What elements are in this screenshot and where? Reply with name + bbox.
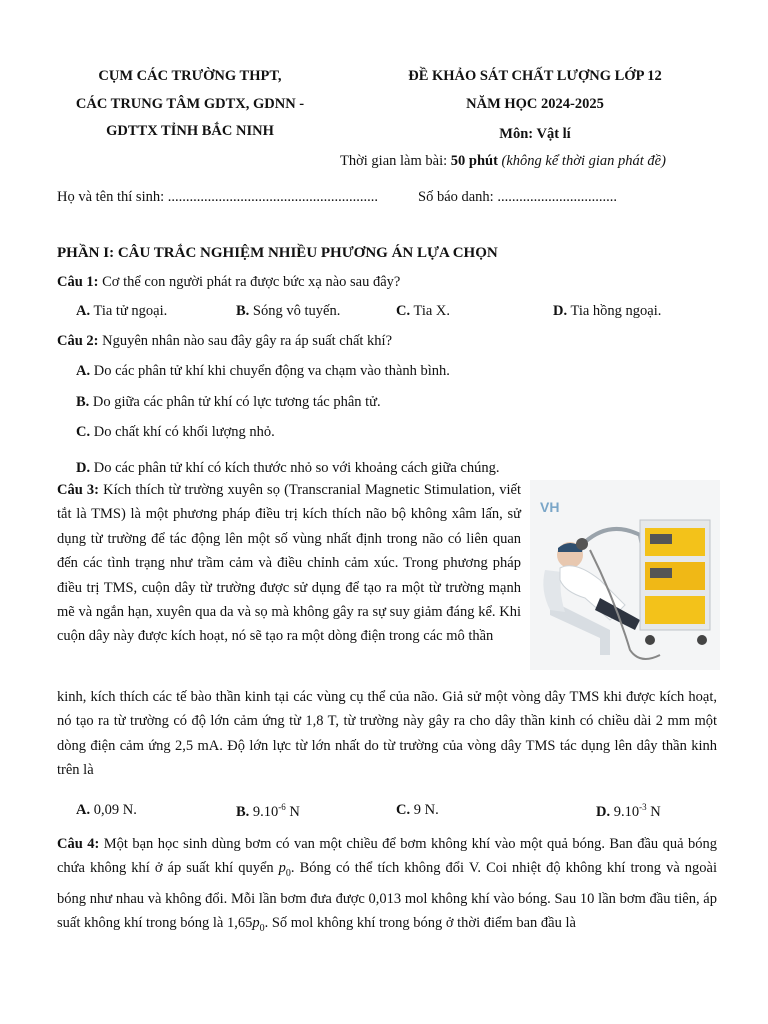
exam-title: ĐỀ KHẢO SÁT CHẤT LƯỢNG LỚP 12	[408, 68, 662, 84]
q3-option-c	[396, 802, 439, 819]
q2-d-text: Do các phân tử khí có kích thước nhỏ so với khoảng cách giữa chúng.	[90, 460, 500, 476]
q1-c-text: Tia X.	[410, 303, 451, 319]
question-2	[57, 333, 392, 350]
school-name-line1: CỤM CÁC TRƯỜNG THPT,	[98, 68, 282, 84]
q4-text3: . Số mol không khí trong bóng ở thời điểm ban đầu là	[264, 915, 576, 932]
q3-b-unit: N	[285, 803, 300, 820]
q3-d-label: D.	[596, 803, 611, 820]
q1-d-label: D.	[553, 303, 568, 319]
duration-value: 50 phút	[450, 153, 498, 169]
q2-option-c	[76, 424, 275, 441]
section-title: PHẦN I: CÂU TRẮC NGHIỆM NHIỀU PHƯƠNG ÁN LỰA CHỌN	[57, 245, 498, 261]
q2-text: Nguyên nhân nào sau đây gây ra áp suất chất khí?	[98, 333, 393, 349]
q2-b-label: B.	[76, 394, 90, 410]
q3-a-text: 0,09 N.	[90, 802, 137, 818]
q2-c-text: Do chất khí có khối lượng nhỏ.	[90, 424, 275, 440]
q1-option-b	[236, 303, 340, 320]
q4-p0-subscript-2: 0	[259, 923, 265, 934]
subject: Môn: Vật lí	[499, 126, 571, 142]
q4-p0-subscript: 0	[285, 868, 291, 880]
q3-d-exponent: -3	[639, 802, 647, 812]
tms-logo: VH	[540, 499, 560, 515]
q3-d-base: 9.10	[610, 803, 640, 820]
student-name-field: Họ và tên thí sinh: ..........................................................	[57, 189, 379, 205]
tms-therapy-photo	[530, 480, 720, 670]
question-1	[57, 274, 400, 291]
q3-text-part1: Kích thích từ trường xuyên sọ (Transcranial Magnetic Stimulation, viết tắt là TMS) là một phương pháp điều trị kích thích não bộ không xâm lấn, sử dụng từ trường để tác động lên một số vùng nhất định trong não có liên quan đến các tình trạng như trầm cảm và điều chỉnh cảm xúc. Trong phương pháp điều trị TMS, cuộn dây từ trường được sử dụng để tạo ra một từ trường mạnh mẽ và ngắn hạn, xuyên qua da và sọ mà không gây ra sự suy giảm đáng kể. Khi cuộn dây này được kích hoạt, nó sẽ tạo ra một dòng điện trong các mô thần	[57, 482, 521, 645]
question-4	[57, 832, 717, 941]
q1-c-label: C.	[396, 303, 411, 319]
q1-option-d	[553, 303, 661, 320]
q3-a-label: A.	[76, 802, 91, 818]
q2-option-b	[76, 394, 381, 411]
q1-option-c	[396, 303, 450, 320]
q1-b-text: Sóng vô tuyến.	[249, 303, 341, 319]
tms-illustration	[530, 480, 720, 670]
exam-duration	[340, 153, 666, 170]
q3-option-d	[596, 802, 661, 821]
q1-label: Câu 1:	[57, 274, 99, 290]
q2-c-label: C.	[76, 424, 91, 440]
q1-d-text: Tia hồng ngoại.	[567, 303, 662, 319]
q1-option-a	[76, 303, 167, 320]
q4-p0-symbol-2: p	[252, 915, 260, 932]
q4-text1: Một bạn học sinh dùng bơm có van một chiều để bơm không khí vào một quả bóng. Ban đầu quả bóng chứa không khí ở áp suất khí quyển	[57, 836, 717, 877]
q4-label: Câu 4:	[57, 836, 100, 852]
q3-d-unit: N	[646, 803, 661, 820]
school-year: NĂM HỌC 2024-2025	[466, 96, 604, 112]
q3-c-label: C.	[396, 802, 411, 818]
question-3-part2: kinh, kích thích các tế bào thần kinh tại các vùng cụ thể của não. Giả sử một vòng dây TMS khi được kích hoạt, nó tạo ra từ trường có độ lớn cảm ứng từ 1,8 T, từ trường này gây ra cho dây thần kinh có chiều dài 2 mm một dòng điện cảm ứng 2,5 mA. Độ lớn lực từ lớn nhất do từ trường của vòng dây TMS tác dụng lên dây thần kinh trên là	[57, 689, 717, 779]
q2-b-text: Do giữa các phân tử khí có lực tương tác phân tử.	[89, 394, 381, 410]
q3-option-a	[76, 802, 137, 819]
q2-d-label: D.	[76, 460, 91, 476]
q1-text: Cơ thể con người phát ra được bức xạ nào sau đây?	[98, 274, 401, 290]
question-3-part1	[57, 478, 521, 649]
q3-option-b	[236, 802, 300, 821]
q3-c-text: 9 N.	[410, 802, 439, 818]
school-name-line3: GDTTX TỈNH BẮC NINH	[106, 123, 274, 139]
q2-a-label: A.	[76, 363, 91, 379]
q2-option-a	[76, 363, 450, 380]
duration-note: (không kể thời gian phát đề)	[497, 153, 666, 169]
q3-b-base: 9.10	[249, 803, 279, 820]
q1-b-label: B.	[236, 303, 250, 319]
q2-a-text: Do các phân tử khí khi chuyển động va chạm vào thành bình.	[90, 363, 450, 379]
q1-a-label: A.	[76, 303, 91, 319]
q3-b-exponent: -6	[278, 802, 286, 812]
duration-label: Thời gian làm bài:	[340, 153, 451, 169]
q2-option-d	[76, 460, 499, 477]
q3-b-label: B.	[236, 803, 250, 820]
q3-label: Câu 3:	[57, 482, 99, 498]
q4-text2: . Bóng có thể tích không đổi V. Coi nhiệt độ không khí trong và ngoài bóng như nhau và không đổi. Mỗi lần bơm đưa được 0,013 mol không khí vào bóng. Sau 10 lần bơm đầu tiên, áp suất không khí trong bóng là 1,65	[57, 860, 718, 932]
student-id-field: Số báo danh: .................................	[418, 189, 617, 205]
q4-p0-symbol: p	[278, 860, 286, 877]
school-name-line2: CÁC TRUNG TÂM GDTX, GDNN -	[75, 96, 305, 112]
q2-label: Câu 2:	[57, 333, 99, 349]
q1-a-text: Tia tử ngoại.	[90, 303, 168, 319]
